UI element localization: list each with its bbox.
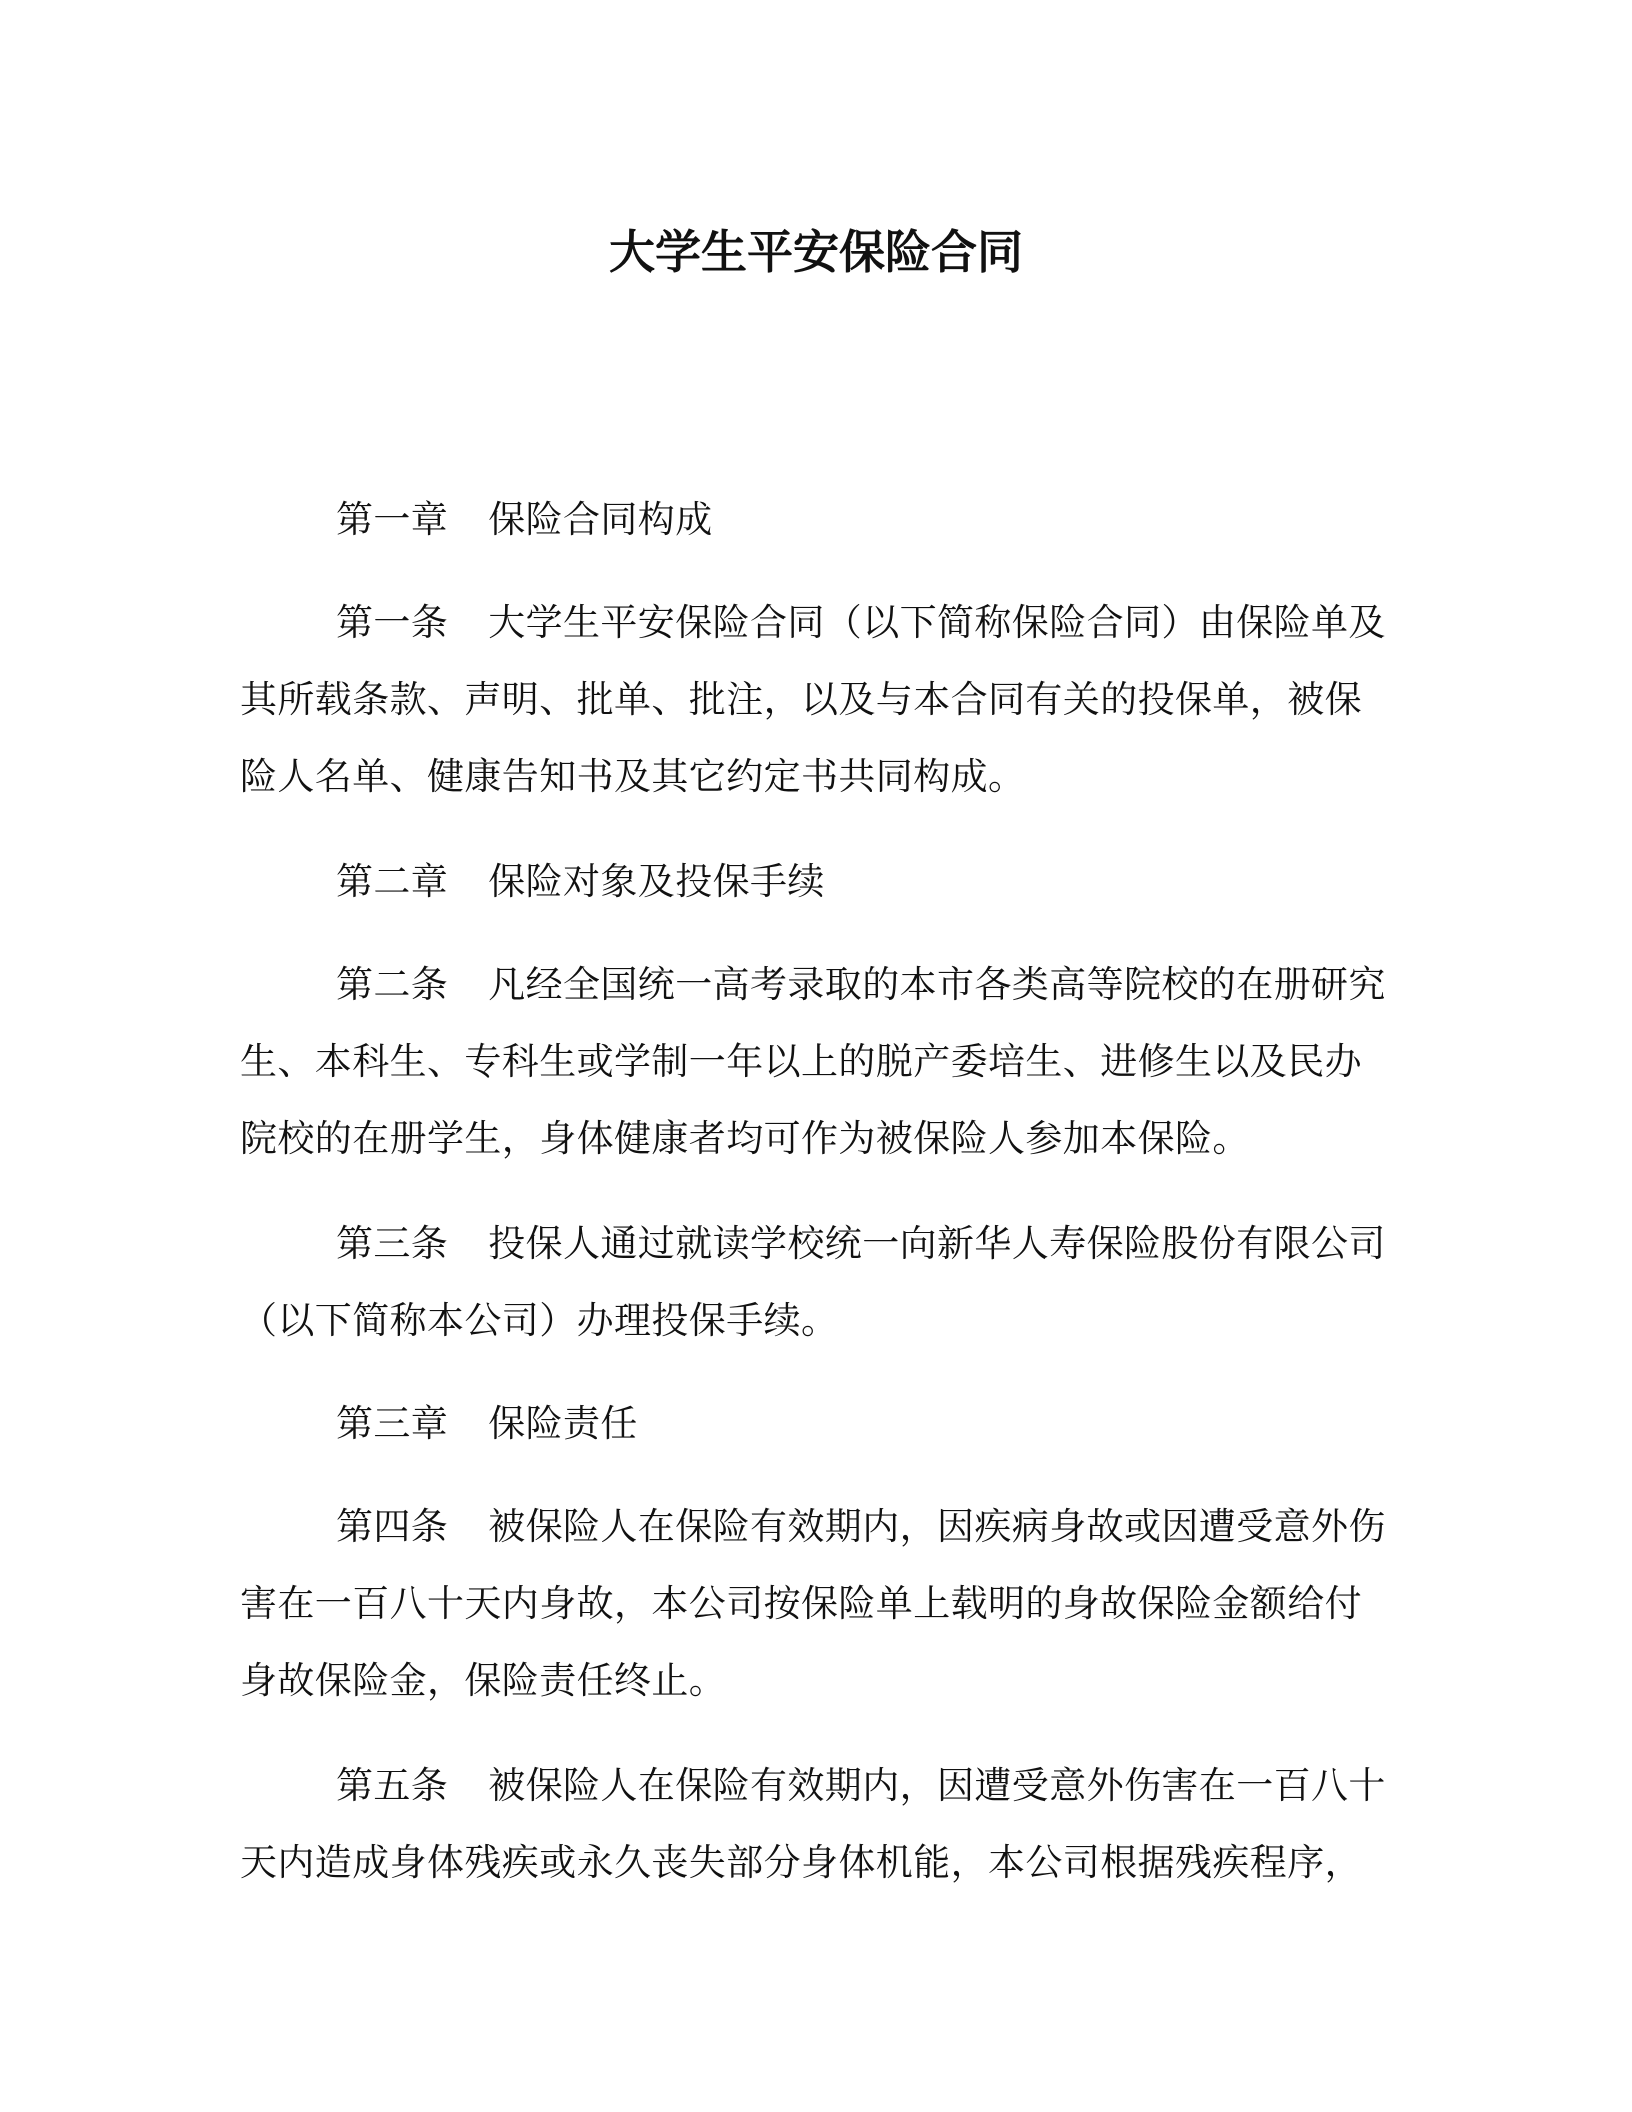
chapter-2-label: 第二章	[336, 860, 449, 903]
chapter-3-title: 保险责任	[488, 1402, 638, 1445]
article-4-label: 第四条	[336, 1505, 449, 1548]
article-2-text: 凡经全国统一高考录取的本市各类高等院校的在册研究生、本科生、专科生或学制一年以上的脱产委培生、进修生以及民办院校的在册学生，身体健康者均可作为被保险人参加本保险。	[240, 963, 1386, 1160]
chapter-3-heading	[240, 1385, 1392, 1462]
article-5-text: 被保险人在保险有效期内，因遭受意外伤害在一百八十天内造成身体残疾或永久丧失部分身体机能，本公司根据残疾程序，	[240, 1764, 1386, 1884]
article-2	[240, 946, 1392, 1177]
article-5	[240, 1747, 1392, 1901]
article-5-label: 第五条	[336, 1764, 449, 1807]
chapter-1-label: 第一章	[336, 498, 449, 541]
article-1-label: 第一条	[336, 601, 449, 644]
document-title: 大学生平安保险合同	[609, 225, 1023, 279]
chapter-3-label: 第三章	[336, 1402, 449, 1445]
article-4-text: 被保险人在保险有效期内，因疾病身故或因遭受意外伤害在一百八十天内身故，本公司按保险单上载明的身故保险金额给付身故保险金，保险责任终止。	[240, 1505, 1386, 1702]
article-1-text: 大学生平安保险合同（以下简称保险合同）由保险单及其所载条款、声明、批单、批注，以及与本合同有关的投保单，被保险人名单、健康告知书及其它约定书共同构成。	[240, 601, 1386, 798]
article-4	[240, 1488, 1392, 1719]
article-3-label: 第三条	[336, 1222, 449, 1265]
article-2-label: 第二条	[336, 963, 449, 1006]
chapter-2-heading	[240, 843, 1392, 920]
chapter-1-title: 保险合同构成	[488, 498, 713, 541]
article-1	[240, 584, 1392, 815]
article-3	[240, 1205, 1392, 1359]
article-3-text: 投保人通过就读学校统一向新华人寿保险股份有限公司（以下简称本公司）办理投保手续。	[240, 1222, 1386, 1342]
chapter-1-heading	[240, 481, 1392, 558]
chapter-2-title: 保险对象及投保手续	[488, 860, 825, 903]
